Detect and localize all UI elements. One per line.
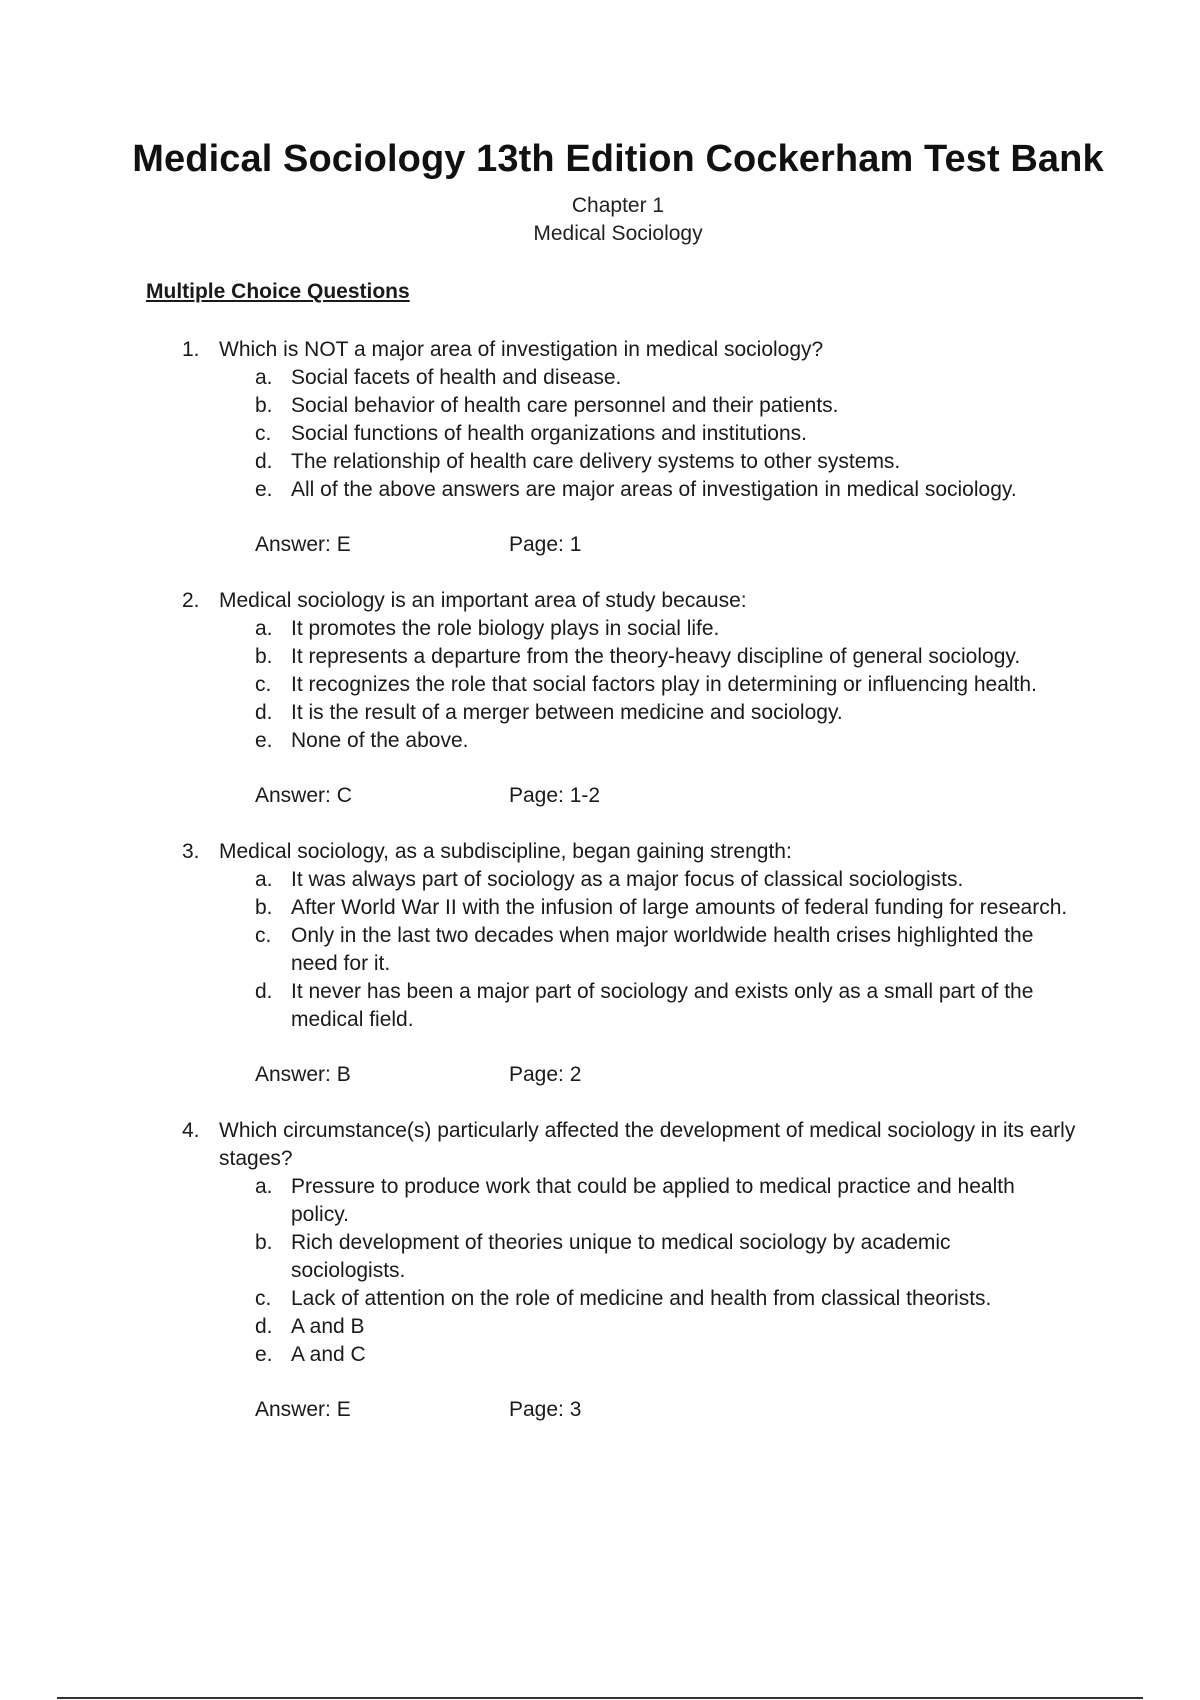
option-letter: c. <box>255 422 272 445</box>
question-number: 2. <box>182 589 200 612</box>
option-c <box>0 1285 1200 1313</box>
option-letter: e. <box>255 1343 273 1366</box>
option-d <box>0 699 1200 727</box>
option-letter: d. <box>255 450 273 473</box>
option-text: None of the above. <box>291 729 469 752</box>
answer-key: Answer: E <box>255 1398 351 1421</box>
answer-key: Answer: E <box>255 533 351 556</box>
answer-row <box>0 531 1200 559</box>
option-text: Social facets of health and disease. <box>291 366 622 389</box>
option-a <box>0 615 1200 643</box>
question-number: 4. <box>182 1119 200 1142</box>
option-a <box>0 866 1200 894</box>
option-text: It represents a departure from the theory-heavy discipline of general sociology. <box>291 645 1021 668</box>
question-stem <box>0 336 1200 364</box>
option-letter: e. <box>255 729 273 752</box>
question-text: Which is NOT a major area of investigation in medical sociology? <box>219 338 824 361</box>
option-letter: b. <box>255 394 273 417</box>
option-text: Only in the last two decades when major worldwide health crises highlighted the need for it. <box>291 924 1034 975</box>
option-text: It promotes the role biology plays in social life. <box>291 617 720 640</box>
answer-key: Answer: B <box>255 1063 351 1086</box>
answer-key: Answer: C <box>255 784 352 807</box>
option-letter: d. <box>255 701 273 724</box>
page-reference: Page: 1 <box>509 533 582 556</box>
option-text: All of the above answers are major areas of investigation in medical sociology. <box>291 478 1017 501</box>
option-letter: b. <box>255 645 273 668</box>
option-letter: a. <box>255 868 273 891</box>
option-letter: d. <box>255 980 273 1003</box>
option-letter: b. <box>255 1231 273 1254</box>
question-stem <box>0 587 1200 615</box>
option-letter: a. <box>255 1175 273 1198</box>
page-reference: Page: 3 <box>509 1398 582 1421</box>
option-letter: c. <box>255 673 272 696</box>
option-letter: e. <box>255 478 273 501</box>
question-number: 1. <box>182 338 200 361</box>
question-number: 3. <box>182 840 200 863</box>
option-letter: a. <box>255 366 273 389</box>
option-text: A and C <box>291 1343 366 1366</box>
option-text: It never has been a major part of sociology and exists only as a small part of the medical field. <box>291 980 1034 1031</box>
option-text: Rich development of theories unique to medical sociology by academic sociologists. <box>291 1231 951 1282</box>
question-text: Which circumstance(s) particularly affected the development of medical sociology in its early stages? <box>219 1119 1076 1170</box>
question-text: Medical sociology, as a subdiscipline, began gaining strength: <box>219 840 792 863</box>
option-text: Social functions of health organizations and institutions. <box>291 422 807 445</box>
chapter-number: Chapter 1 <box>571 194 665 217</box>
document-title: Medical Sociology 13th Edition Cockerham Test Bank <box>132 138 1104 180</box>
question-stem <box>0 1117 1200 1173</box>
question-2 <box>0 587 1200 838</box>
option-text: Pressure to produce work that could be applied to medical practice and health policy. <box>291 1175 1015 1226</box>
option-c <box>0 671 1200 699</box>
option-text: After World War II with the infusion of large amounts of federal funding for research. <box>291 896 1068 919</box>
option-e <box>0 727 1200 755</box>
section-heading: Multiple Choice Questions <box>146 280 410 303</box>
option-c <box>0 420 1200 448</box>
question-text: Medical sociology is an important area of study because: <box>219 589 747 612</box>
option-d <box>0 978 1200 1034</box>
option-text: It was always part of sociology as a major focus of classical sociologists. <box>291 868 964 891</box>
option-letter: c. <box>255 1287 272 1310</box>
option-text: It is the result of a merger between medicine and sociology. <box>291 701 843 724</box>
question-4 <box>0 1117 1200 1424</box>
option-text: The relationship of health care delivery systems to other systems. <box>291 450 901 473</box>
option-a <box>0 1173 1200 1229</box>
option-e <box>0 476 1200 504</box>
option-b <box>0 1229 1200 1285</box>
option-b <box>0 894 1200 922</box>
answer-row <box>0 782 1200 810</box>
option-b <box>0 643 1200 671</box>
question-1 <box>0 336 1200 587</box>
option-d <box>0 448 1200 476</box>
option-b <box>0 392 1200 420</box>
option-text: Lack of attention on the role of medicine and health from classical theorists. <box>291 1287 992 1310</box>
page-reference: Page: 2 <box>509 1063 582 1086</box>
option-letter: c. <box>255 924 272 947</box>
question-3 <box>0 838 1200 1117</box>
option-letter: a. <box>255 617 273 640</box>
answer-row <box>0 1061 1200 1089</box>
option-e <box>0 1341 1200 1369</box>
option-text: Social behavior of health care personnel and their patients. <box>291 394 839 417</box>
option-d <box>0 1313 1200 1341</box>
option-letter: b. <box>255 896 273 919</box>
page-reference: Page: 1-2 <box>509 784 601 807</box>
footer-rule <box>57 1697 1143 1699</box>
question-list <box>0 336 1200 1424</box>
option-text: It recognizes the role that social factors play in determining or influencing health. <box>291 673 1037 696</box>
answer-row <box>0 1396 1200 1424</box>
option-text: A and B <box>291 1315 365 1338</box>
option-c <box>0 922 1200 978</box>
option-letter: d. <box>255 1315 273 1338</box>
option-a <box>0 364 1200 392</box>
question-stem <box>0 838 1200 866</box>
chapter-title: Medical Sociology <box>533 222 703 245</box>
